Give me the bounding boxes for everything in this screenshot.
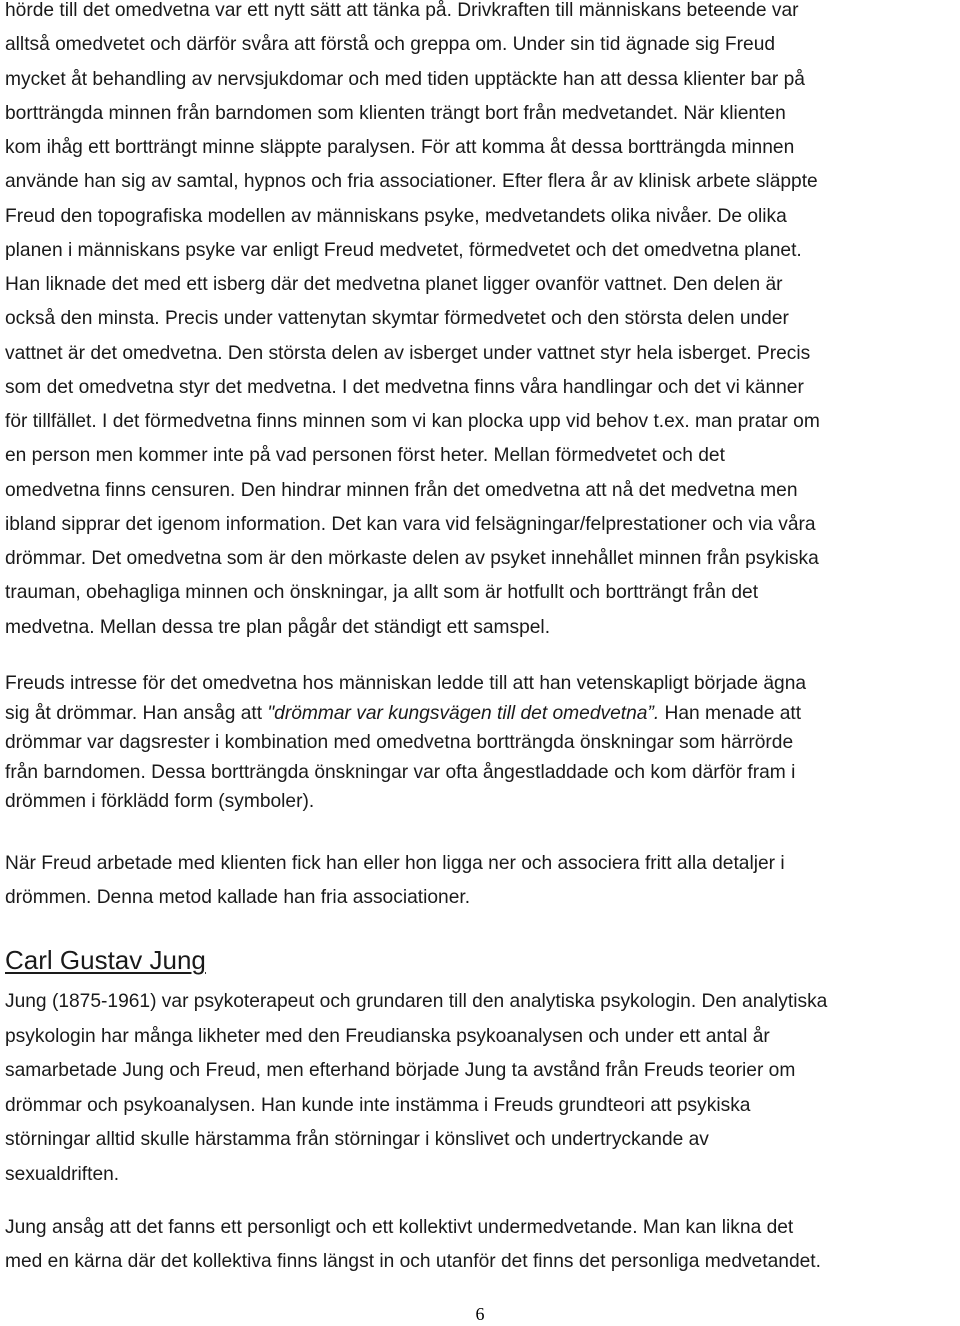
text-line: från barndomen. Dessa bortträngda önskningar var ofta ångestladdade och kom därför fram i <box>5 761 796 783</box>
text-line: alltså omedvetet och därför svåra att förstå och greppa om. Under sin tid ägnade sig Freud <box>5 34 776 56</box>
quote-dreams-royal-road: "drömmar var kungsvägen till det omedvetna”. <box>267 702 660 724</box>
text-line: vattnet är det omedvetna. Den största delen av isberget under vattnet styr hela isberget. Precis <box>5 342 811 364</box>
text-line: Freud den topografiska modellen av människans psyke, medvetandets olika nivåer. De olika <box>5 205 787 227</box>
paragraph-freud-topographic-model <box>5 0 955 645</box>
text-line: kom ihåg ett bortträngt minne släppte paralysen. För att komma åt dessa bortträngda minnen <box>5 137 795 158</box>
text-line: också den minsta. Precis under vattenytan skymtar förmedvetet och den största delen under <box>5 308 789 330</box>
text-line: Han liknade det med ett isberg där det medvetna planet ligger ovanför vattnet. Den delen är <box>5 274 783 295</box>
paragraph-jung-intro <box>5 985 955 1192</box>
paragraph-freud-dreams <box>5 669 955 817</box>
text-line: som det omedvetna styr det medvetna. I det medvetna finns våra handlingar och det vi känner <box>5 376 804 398</box>
text-fragment: sig åt drömmar. Han ansåg att <box>5 702 268 724</box>
text-line: störningar alltid skulle härstamma från störningar i könslivet och undertryckande av <box>5 1129 709 1150</box>
text-line: drömmen i förklädd form (symboler). <box>5 791 315 813</box>
text-line: för tillfället. I det förmedvetna finns minnen som vi kan plocka upp vid behov t.ex. man pratar om <box>5 411 820 432</box>
section-heading-jung: Carl Gustav Jung <box>5 945 206 975</box>
text-line: drömmen. Denna metod kallade han fria associationer. <box>5 887 471 908</box>
text-line: Freuds intresse för det omedvetna hos människan ledde till att han vetenskapligt började ägna <box>5 673 807 694</box>
text-line: en person men kommer inte på vad personen först heter. Mellan förmedvetet och det <box>5 445 725 467</box>
text-line: hörde till det omedvetna var ett nytt sätt att tänka på. Drivkraften till människans beteende var <box>5 0 799 21</box>
text-line <box>5 699 955 729</box>
text-line: ibland sipprar det igenom information. Det kan vara vid felsägningar/felprestationer och via våra <box>5 513 816 535</box>
text-line: Jung (1875-1961) var psykoterapeut och grundaren till den analytiska psykologin. Den analytiska <box>5 991 828 1012</box>
text-line: mycket åt behandling av nervsjukdomar och med tiden upptäckte han att dessa klienter bar på <box>5 68 805 90</box>
text-line: psykologin har många likheter med den Freudianska psykoanalysen och under ett antal år <box>5 1025 770 1047</box>
text-line: drömmar. Det omedvetna som är den mörkaste delen av psyket innehållet minnen från psykiska <box>5 548 819 569</box>
text-line: omedvetna finns censuren. Den hindrar minnen från det omedvetna att nå det medvetna men <box>5 479 798 501</box>
text-line: sexualdriften. <box>5 1163 120 1185</box>
paragraph-free-association <box>5 847 955 915</box>
text-fragment: Han menade att <box>659 702 802 724</box>
text-line: samarbetade Jung och Freud, men efterhand började Jung ta avstånd från Freuds teorier om <box>5 1060 796 1081</box>
text-line: medvetna. Mellan dessa tre plan pågår det ständigt ett samspel. <box>5 616 551 638</box>
text-line: När Freud arbetade med klienten fick han eller hon ligga ner och associera fritt alla detaljer i <box>5 853 785 874</box>
text-line: Jung ansåg att det fanns ett personligt och ett kollektivt undermedvetande. Man kan likna det <box>5 1217 794 1238</box>
text-line: trauman, obehagliga minnen och önskningar, ja allt som är hotfullt och bortträngt från det <box>5 582 759 604</box>
text-line: drömmar och psykoanalysen. Han kunde inte instämma i Freuds grundteori att psykiska <box>5 1094 751 1116</box>
text-line: bortträngda minnen från barndomen som klienten trängt bort från medvetandet. När klienten <box>5 102 786 124</box>
page-number: 6 <box>475 1304 485 1324</box>
paragraph-jung-unconscious <box>5 1211 955 1279</box>
text-line: drömmar var dagsrester i kombination med omedvetna bortträngda önskningar som härrörde <box>5 732 794 754</box>
text-line: med en kärna där det kollektiva finns längst in och utanför det finns det personliga medvetandet. <box>5 1251 821 1272</box>
text-line: planen i människans psyke var enligt Freud medvetet, förmedvetet och det omedvetna planet. <box>5 239 802 261</box>
text-line: använde han sig av samtal, hypnos och fria associationer. Efter flera år av klinisk arbete släppte <box>5 171 818 193</box>
